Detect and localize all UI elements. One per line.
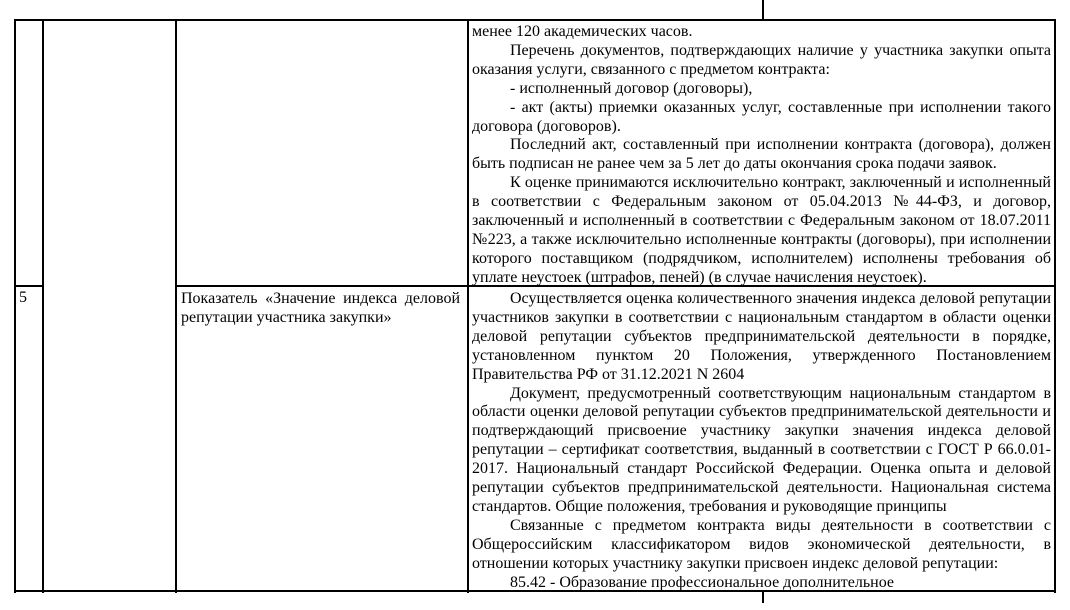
row5-indicator-cell [177, 287, 465, 590]
prev-row-indicator-cell [177, 21, 467, 285]
prev-row-number-cell [16, 21, 42, 285]
paragraph-text: 85.42 - Образование профессиональное дополнительное [510, 573, 894, 590]
paragraph-text: Последний акт, составленный при исполнении контракта (договора), должен быть подписан не ранее чем за 5 лет до даты окончания срока подачи заявок. [472, 136, 1051, 173]
prev-row-description-cell [469, 21, 1054, 285]
row5-number: 5 [19, 289, 27, 306]
row5-description-cell [469, 287, 1054, 590]
paragraph-text: Документ, предусмотренный соответствующим национальным стандартом в области оценки деловой репутации субъектов предпринимательской деятельности и подтверждающий присвоение участнику закупки значения индекса деловой репутации – сертификат соответствия, выданный в соответствии с ГОСТ Р 66.0.01-2017. Национальный стандарт Российской Федерации. Оценка опыта и деловой репутации субъектов предпринимательской деятельности. Национальная система стандартов. Общие положения, требования и руководящие принципы [472, 384, 1051, 515]
paragraph-text: - исполненный договор (договоры), [510, 79, 753, 97]
paragraph-text: менее 120 академических часов. [472, 23, 693, 40]
row5-number-cell [16, 287, 42, 590]
table-border-bottom [14, 590, 1056, 592]
table-border-right [1054, 19, 1056, 593]
border-stub-above-table [762, 0, 764, 21]
paragraph-text: Осуществляется оценка количественного значения индекса деловой репутации участников закупки в соответствии с национальным стандартом в области оценки деловой репутации субъектов предпринимательской деятельности в порядке, установленном пунктом 20 Положения, утвержденного Постановлением Правительства РФ от 31.12.2021 N 2604 [472, 290, 1051, 383]
paragraph-text: Перечень документов, подтверждающих наличие у участника закупки опыта оказания услуги, связанного с предметом контракта: [472, 41, 1051, 78]
paragraph-text: - акт (акты) приемки оказанных услуг, составленные при исполнении такого договора (договоров). [472, 98, 1051, 135]
paragraph-text: Связанные с предметом контракта виды деятельности в соответствии с Общероссийским классификатором видов экономической деятельности, в отношении которых участнику закупки присвоен индекс деловой репутации: [472, 516, 1051, 572]
row5-indicator-text: Показатель «Значение индекса деловой репутации участника закупки» [181, 290, 460, 326]
paragraph-text: К оценке принимаются исключительно контракт, заключенный и исполненный в соответствии с Федеральным законом от 05.04.2013 №44-ФЗ, и договор, заключенный и исполненный в соответствии с Федеральным законом от 18.07.2011 №223, а также исключительно исполненные контракты (договоры), при исполнении которого поставщиком (подрядчиком, исполнителем) исполнены требования об уплате неустоек (штрафов, пеней) (в случае начисления неустоек). [472, 174, 1051, 285]
merged-col2-cell [44, 21, 175, 590]
border-stub-below-table [762, 590, 764, 603]
